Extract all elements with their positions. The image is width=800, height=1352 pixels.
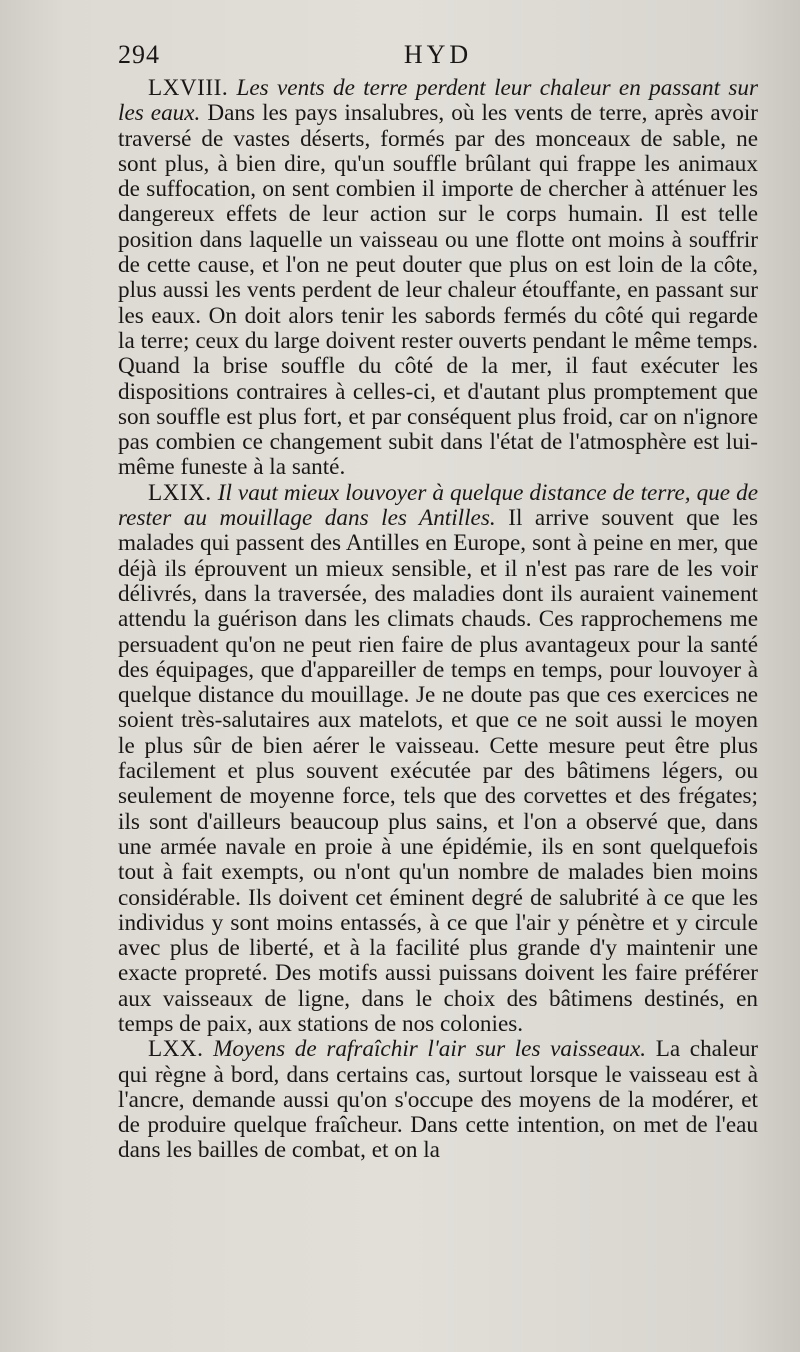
section-number: LXX. <box>148 1036 204 1063</box>
body-text <box>118 76 758 1164</box>
section-title: Moyens de rafraîchir l'air sur les vaisseaux. <box>213 1036 647 1063</box>
section-number: LXVIII. <box>148 75 229 101</box>
section-title: Il vaut mieux louvoyer à quelque distance de terre, que de rester au mouillage dans les Antilles. <box>118 479 759 532</box>
section-lxix <box>118 481 758 1038</box>
section-title: Les vents de terre perdent leur chaleur en passant sur les eaux. <box>118 75 759 127</box>
section-lxx <box>118 1037 758 1163</box>
section-text: La chaleur qui règne à bord, dans certains cas, surtout lorsque le vaisseau est à l'ancre, demande aussi qu'on s'occupe des moyens de la modérer, et de produire quelque fraîcheur. Dans cette intention, on met de l'eau dans les bailles de combat, et on la <box>118 1036 759 1164</box>
section-lxviii <box>118 76 758 481</box>
section-number: LXIX. <box>148 479 212 506</box>
section-text: Il arrive souvent que les malades qui passent des Antilles en Europe, sont à peine en mer, que déjà ils éprouvent un mieux sensible, et il n'est pas rare de les voir délivrés, dans la traversée, des maladies dont ils auraient vainement attendu la guérison dans les climats chauds. Ces rapprochemens me persuadent qu'on ne peut rien faire de plus avantageux pour la santé des équipages, que d'appareiller de temps en temps, pour louvoyer à quelque distance du mouillage. Je ne doute pas que ces exercices ne soient très-salutaires aux matelots, et que ce ne soit aussi le moyen le plus sûr de bien aérer le vaisseau. Cette mesure peut être plus facilement et plus souvent exécutée par des bâtimens légers, ou seulement de moyenne force, tels que des corvettes et des frégates; ils sont d'ailleurs beaucoup plus sains, et l'on a observé que, dans une armée navale en proie à une épidémie, ils en sont quelquefois tout à fait exempts, ou n'ont qu'un nombre de malades bien moins considérable. Ils doivent cet éminent degré de salubrité à ce que les individus y sont moins entassés, à ce que l'air y pénètre et y circule avec plus de liberté, et à la facilité plus grande d'y maintenir une exacte propreté. Des motifs aussi puissans doivent les faire préférer aux vaisseaux de ligne, dans le choix des bâtimens destinés, en temps de paix, aux stations de nos colonies. <box>118 505 758 1037</box>
page-number: 294 <box>118 40 160 69</box>
section-text: Dans les pays insalubres, où les vents de terre, après avoir traversé de vastes déserts, formés par des monceaux de sable, ne sont plus, à bien dire, qu'un souffle brûlant qui frappe les animaux de suffocation, on sent combien il importe de chercher à atténuer les dangereux effets de leur action sur le corps humain. Il est telle position dans laquelle un vaisseau ou une flotte ont moins à souffrir de cette cause, et l'on ne peut douter que plus on est loin de la côte, plus aussi les vents perdent de leur chaleur étouffante, en passant sur les eaux. On doit alors tenir les sabords fermés du côté qui regarde la terre; ceux du large doivent rester ouverts pendant le même temps. Quand la brise souffle du côté de la mer, il faut exécuter les dispositions contraires à celles-ci, et d'autant plus promptement que son souffle est plus fort, et par conséquent plus froid, car on n'ignore pas combien ce changement subit dans l'état de l'atmosphère est lui-même funeste à la santé. <box>118 100 759 481</box>
page-header <box>118 40 758 80</box>
running-head: HYD <box>403 40 473 69</box>
